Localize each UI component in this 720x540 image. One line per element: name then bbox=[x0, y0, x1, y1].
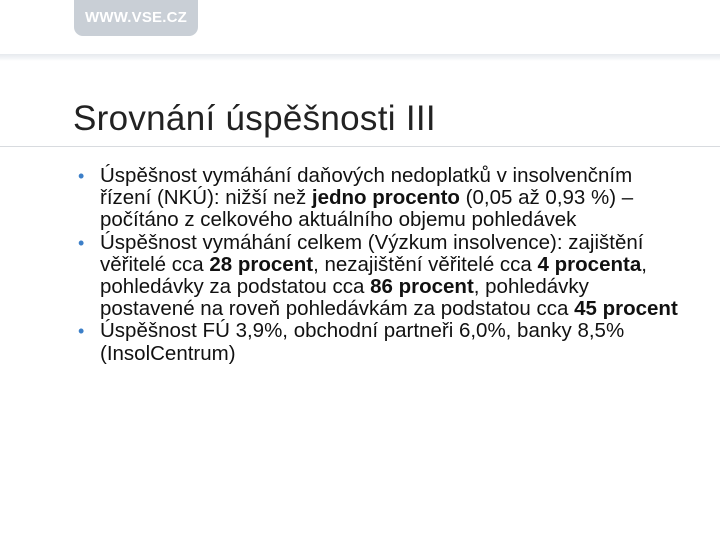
bullet-text: (0,05 až 0,93 %) – počítáno z celkového aktuálního objemu pohledávek bbox=[100, 186, 634, 232]
bullet-text: Úspěšnost vymáhání daňových nedoplatků v insolvenčním řízení (NKÚ): nižší než bbox=[100, 164, 633, 210]
header-rule bbox=[0, 54, 720, 61]
bullet-emphasis: 45 procent bbox=[574, 297, 678, 321]
bullet-emphasis: 28 procent bbox=[209, 252, 314, 276]
bullet-text: , nezajištění věřitelé cca bbox=[313, 252, 538, 276]
bullet-list bbox=[78, 165, 678, 365]
bullet-item bbox=[78, 232, 678, 321]
bullet-text: , pohledávky postavené na roveň pohledávkám za podstatou cca bbox=[100, 275, 589, 321]
top-bar bbox=[0, 0, 720, 36]
bullet-marker-icon: • bbox=[78, 321, 85, 342]
bullet-marker-icon: • bbox=[78, 166, 85, 186]
bullet-emphasis: 86 procent bbox=[370, 275, 474, 299]
bullet-item bbox=[78, 320, 678, 364]
bullet-item bbox=[78, 165, 678, 232]
bullet-text: , pohledávky za podstatou cca bbox=[100, 252, 647, 299]
bullet-emphasis: 4 procenta bbox=[537, 252, 642, 276]
slide-title: Srovnání úspěšnosti III bbox=[73, 99, 436, 138]
bullet-marker-icon: • bbox=[78, 232, 85, 253]
bullet-emphasis: jedno procento bbox=[311, 186, 460, 210]
bullet-text: Úspěšnost FÚ 3,9%, obchodní partneři 6,0%, banky 8,5% (InsolCentrum) bbox=[100, 319, 625, 365]
bullet-text: Úspěšnost vymáhání celkem (Výzkum insolvence): zajištění věřitelé cca bbox=[100, 230, 644, 276]
title-divider bbox=[0, 146, 720, 147]
vse-logo[interactable]: WWW.VSE.CZ bbox=[74, 0, 198, 36]
